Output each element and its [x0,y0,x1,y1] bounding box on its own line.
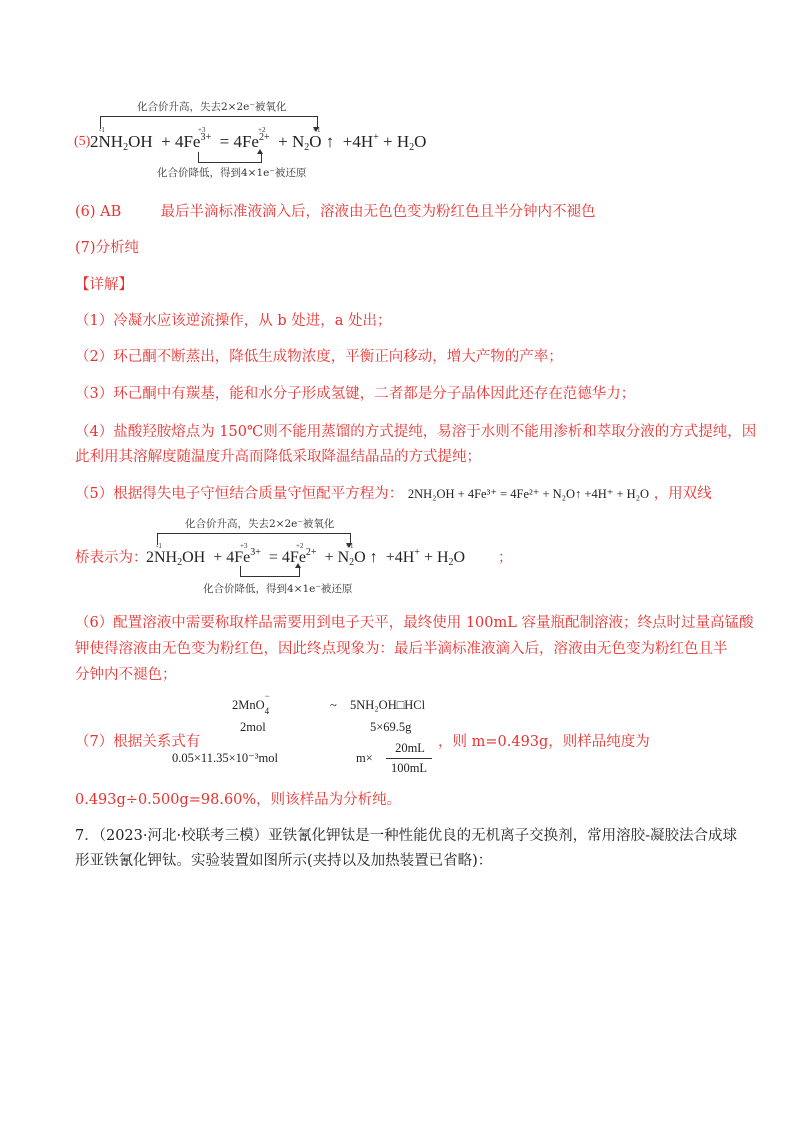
relation-r3c1: 0.05×11.35×10⁻³mol [172,751,278,765]
oxidation-note: 化合价升高，失去2×2e⁻被氧化 [137,101,287,113]
reduction-arrow-icon-2 [295,563,301,568]
detail-p5-line1: （5）根据得失电子守恒结合质量守恒配平方程为： 2NH₂OH + 4Fe³⁺ = 4Fe²⁺ + N₂O↑ +4H⁺ + H₂O ，用双线 [75,486,712,502]
ox-state-n-left-2: -1 [156,542,162,550]
detail-p4-line2: 此利用其溶解度随温度升高而降低采取降温结晶品的方式提纯； [75,449,481,465]
ox-state-n-right-2: +1 [346,542,354,550]
reduction-note-2: 化合价降低，得到4×1e⁻被还原 [203,583,353,595]
oxidation-note-2: 化合价升高，失去2×2e⁻被氧化 [185,518,335,530]
equation-5: $2NH_2OH + 4Fe^{3+} = 4Fe^{2+} + N_2O$ ↑ $+4H^+ + H_2O$ [90,132,427,153]
p5-bridge-tail: ； [498,550,513,566]
detail-p6-line3: 分钟内不褪色； [75,667,177,683]
detail-p6-line2: 钾使得溶液由无色变为粉红色，因此终点现象为：最后半滴标准液滴入后，溶液由无色变为粉红色且半 [75,641,728,657]
detail-p1: （1）冷凝水应该逆流操作，从 b 处进，a 处出； [75,313,392,329]
ox-state-n-right: +1 [313,126,321,134]
answer-6-text: 最后半滴标准液滴入后，溶液由无色色变为粉红色且半分钟内不褪色 [160,204,596,220]
answer-6 [75,204,596,221]
ox-state-fe-right: +2 [258,126,266,134]
oxidation-bridge-2 [157,533,351,545]
detail-p2: （2）环己酮不断蒸出，降低生成物浓度，平衡正向移动，增大产物的产率； [75,349,563,365]
equation-5b: $2NH_2OH + 4Fe^{3+} = 4Fe^{2+} + N_2O$ ↑ $+4H^+ + H_2O$ [146,547,466,568]
relation-r1c1: 2MnO − $_4$ [232,691,270,716]
relation-r1c2: 5NH₂OH□HCl [350,698,426,712]
relation-tilde: ~ [330,698,337,712]
equation-5-label: (5) [74,134,91,149]
reduction-bridge [198,152,262,163]
ox-state-fe-left-2: +3 [240,542,248,550]
ox-state-fe-left: +3 [198,126,206,134]
relation-r2c1: 2mol [240,720,266,734]
reduction-bridge-2 [240,566,300,577]
question-7-line2: 形亚铁氰化钾钛。实验装置如图所示(夹持以及加热装置已省略)： [75,853,493,869]
relation-r2c2: 5×69.5g [370,720,412,734]
detail-title: 【详解】 [75,277,133,293]
relation-den: 100mL [390,761,428,775]
reduction-arrow-icon [257,149,263,154]
p5-bridge-prefix: 桥表示为： [75,550,148,566]
answer-6-label: (6) AB [75,204,122,220]
p5-inline-equation: 2NH₂OH + 4Fe³⁺ = 4Fe²⁺ + N₂O↑ +4H⁺ + H₂O [407,487,650,501]
relation-num: 20mL [395,741,425,755]
p7-prefix: （7）根据关系式有 [75,734,201,750]
relation-r3c2-m: m× [356,751,373,765]
detail-p3: （3）环己酮中有羰基，能和水分子形成氢键，二者都是分子晶体因此还存在范德华力； [75,386,636,402]
answer-7: (7)分析纯 [75,240,140,256]
p7-suffix: ，则 m=0.493g，则样品纯度为 [438,734,650,750]
detail-p8: 0.493g÷0.500g=98.60%，则该样品为分析纯。 [75,792,402,808]
ox-state-n-left: -1 [99,126,105,134]
detail-p4-line1: （4）盐酸羟胺熔点为 150℃则不能用蒸馏的方式提纯，易溶于水则不能用渗析和萃取分液的方式提纯，因 [75,424,757,440]
fraction-bar [386,758,432,759]
ox-state-fe-right-2: +2 [296,542,304,550]
question-7-line1: 7．（2023·河北·校联考三模）亚铁氰化钾钛是一种性能优良的无机离子交换剂，常用溶胶-凝胶法合成球 [75,828,737,844]
reduction-note: 化合价降低，得到4×1e⁻被还原 [157,167,307,179]
oxidation-bridge [100,116,318,129]
detail-p6-line1: （6）配置溶液中需要称取样品需要用到电子天平，最终使用 100mL 容量瓶配制溶液；终点时过量高锰酸 [75,615,754,631]
